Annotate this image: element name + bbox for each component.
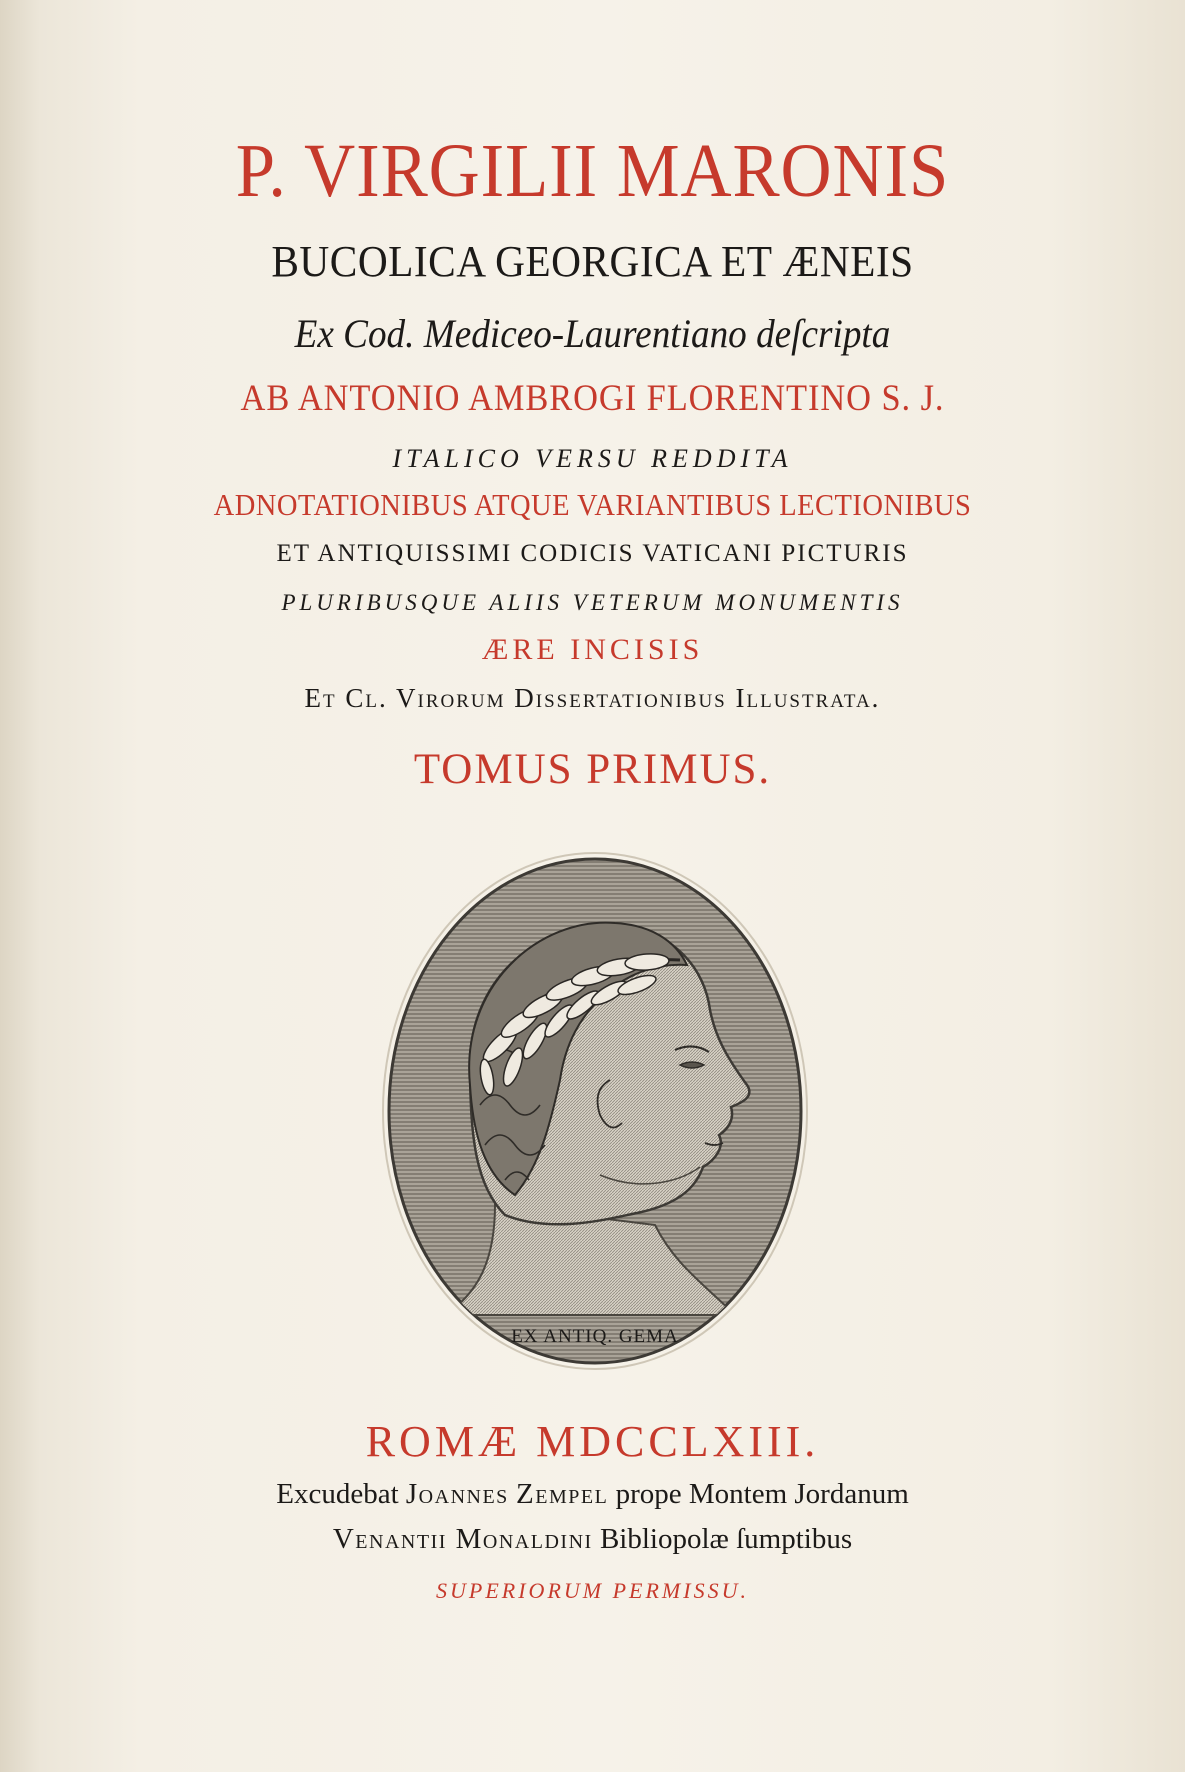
monuments-line: PLURIBUSQUE ALIIS VETERUM MONUMENTIS (281, 590, 904, 615)
printer-suffix: prope Montem Jordanum (615, 1478, 909, 1510)
printer-line (0, 1478, 1185, 1511)
publisher-suffix: Bibliopolæ ſumptibus (599, 1523, 853, 1555)
publisher-name: Venantii Monaldini (332, 1523, 593, 1555)
codex-line: Ex Cod. Mediceo-Laurentiano deſcripta (294, 311, 891, 356)
place-and-date: ROMÆ MDCCLXIII. (365, 1417, 820, 1466)
works-line: BUCOLICA GEORGICA ET ÆNEIS (271, 237, 914, 286)
permission-line: SUPERIORUM PERMISSU. (436, 1578, 749, 1603)
volume-line: TOMUS PRIMUS. (413, 746, 772, 793)
engraved-line: ÆRE INCISIS (481, 633, 704, 666)
pictures-line: ET ANTIQUISSIMI CODICIS VATICANI PICTURIS (276, 540, 909, 567)
publisher-line (0, 1523, 1185, 1556)
printer-prefix: Excudebat (276, 1478, 399, 1510)
translation-line: ITALICO VERSU REDDITA (392, 444, 793, 473)
book-title: P. VIRGILII MARONIS (235, 129, 950, 213)
author-line: AB ANTONIO AMBROGI FLORENTINO S. J. (240, 378, 945, 419)
printer-first-name: Joannes (405, 1478, 509, 1510)
laureate-head-cameo (375, 845, 815, 1377)
cameo-caption: EX ANTIQ. GEMA (511, 1326, 679, 1347)
printer-last-name: Zempel (516, 1478, 609, 1510)
dissertations-line: Et Cl. Virorum Dissertationibus Illustrata. (304, 683, 881, 713)
annotations-line: ADNOTATIONIBUS ATQUE VARIANTIBUS LECTIONIBUS (213, 487, 972, 522)
